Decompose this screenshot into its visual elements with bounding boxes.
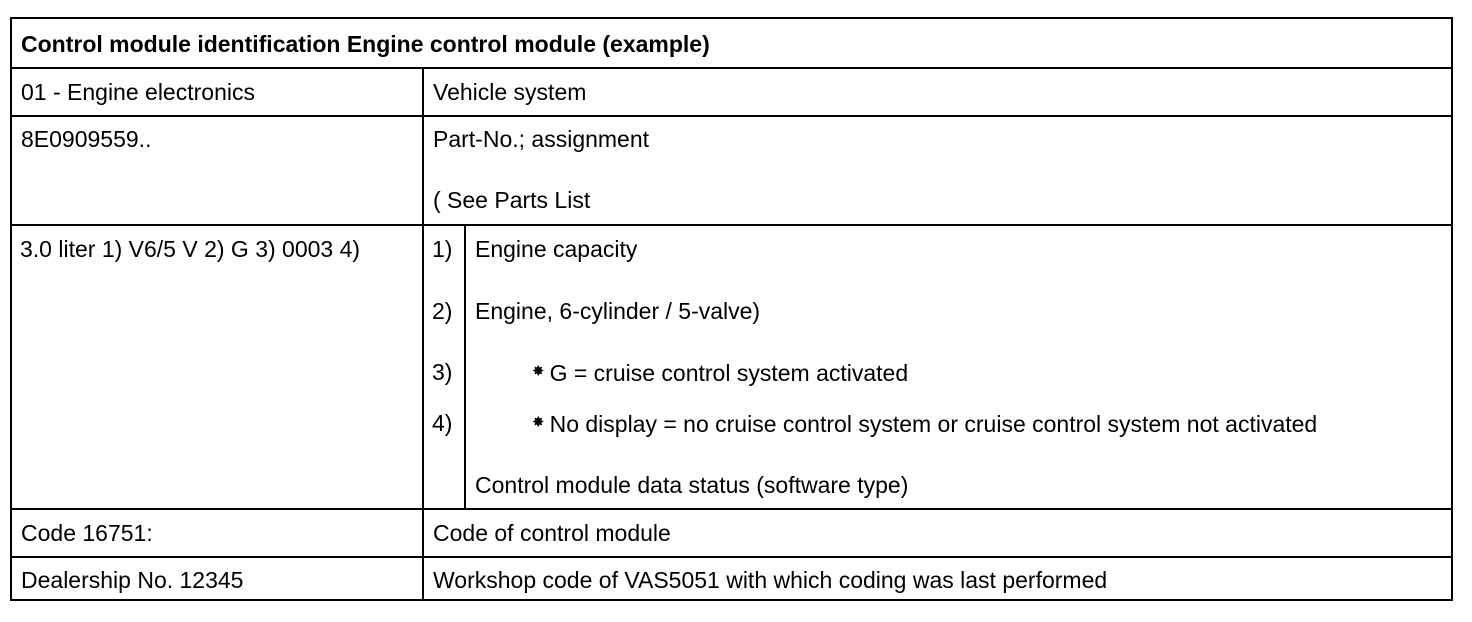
dealership-value: Dealership No. 12345 [21, 567, 244, 593]
bullet-text: No display = no cruise control system or cruise control system not activated [549, 411, 1318, 437]
dealership-description: Workshop code of VAS5051 with which coding was last performed [433, 567, 1108, 593]
part-number-value: 8E0909559.. [21, 126, 152, 152]
part-number-description: Part-No.; assignment [433, 126, 650, 152]
table-row [12, 508, 1451, 556]
footnote-number-column [424, 226, 466, 508]
data-status-text: Control module data status (software type) [475, 472, 909, 498]
code-description: Code of control module [433, 520, 671, 546]
engine-capacity-text: Engine capacity [475, 236, 638, 262]
value-cell [12, 69, 424, 115]
parts-list-reference: ( See Parts List [433, 187, 591, 213]
table-row [12, 556, 1451, 599]
engine-cylinder-text: Engine, 6-cylinder / 5-valve) [475, 298, 761, 324]
identification-table [10, 17, 1453, 601]
description-cell [424, 558, 1451, 599]
table-row [12, 115, 1451, 224]
description-cell [424, 69, 1451, 115]
description-cell [424, 226, 1451, 508]
value-cell [12, 558, 424, 599]
footnote-number: 3) [432, 359, 453, 385]
bullet-star-icon: ✸ [532, 363, 545, 380]
footnote-number: 2) [432, 298, 453, 324]
table-row [12, 67, 1451, 115]
code-value: Code 16751: [21, 520, 153, 546]
table-title: Control module identification Engine control module (example) [21, 31, 710, 57]
value-cell [12, 510, 424, 556]
no-cruise-control-text [532, 410, 1317, 437]
cruise-control-activated-text [532, 359, 908, 386]
footnote-number: 4) [432, 410, 453, 436]
value-cell [12, 117, 424, 224]
bullet-star-icon: ✸ [532, 414, 545, 431]
engine-value: 3.0 liter 1) V6/5 V 2) G 3) 0003 4) [20, 236, 361, 262]
table-title-row [12, 19, 1451, 67]
description-cell [424, 510, 1451, 556]
bullet-text: G = cruise control system activated [549, 360, 909, 386]
table-row [12, 224, 1451, 508]
value-cell [12, 226, 424, 508]
vehicle-system-value: 01 - Engine electronics [21, 79, 255, 105]
footnote-number: 1) [432, 236, 453, 262]
description-cell [424, 117, 1451, 224]
vehicle-system-description: Vehicle system [433, 79, 587, 105]
